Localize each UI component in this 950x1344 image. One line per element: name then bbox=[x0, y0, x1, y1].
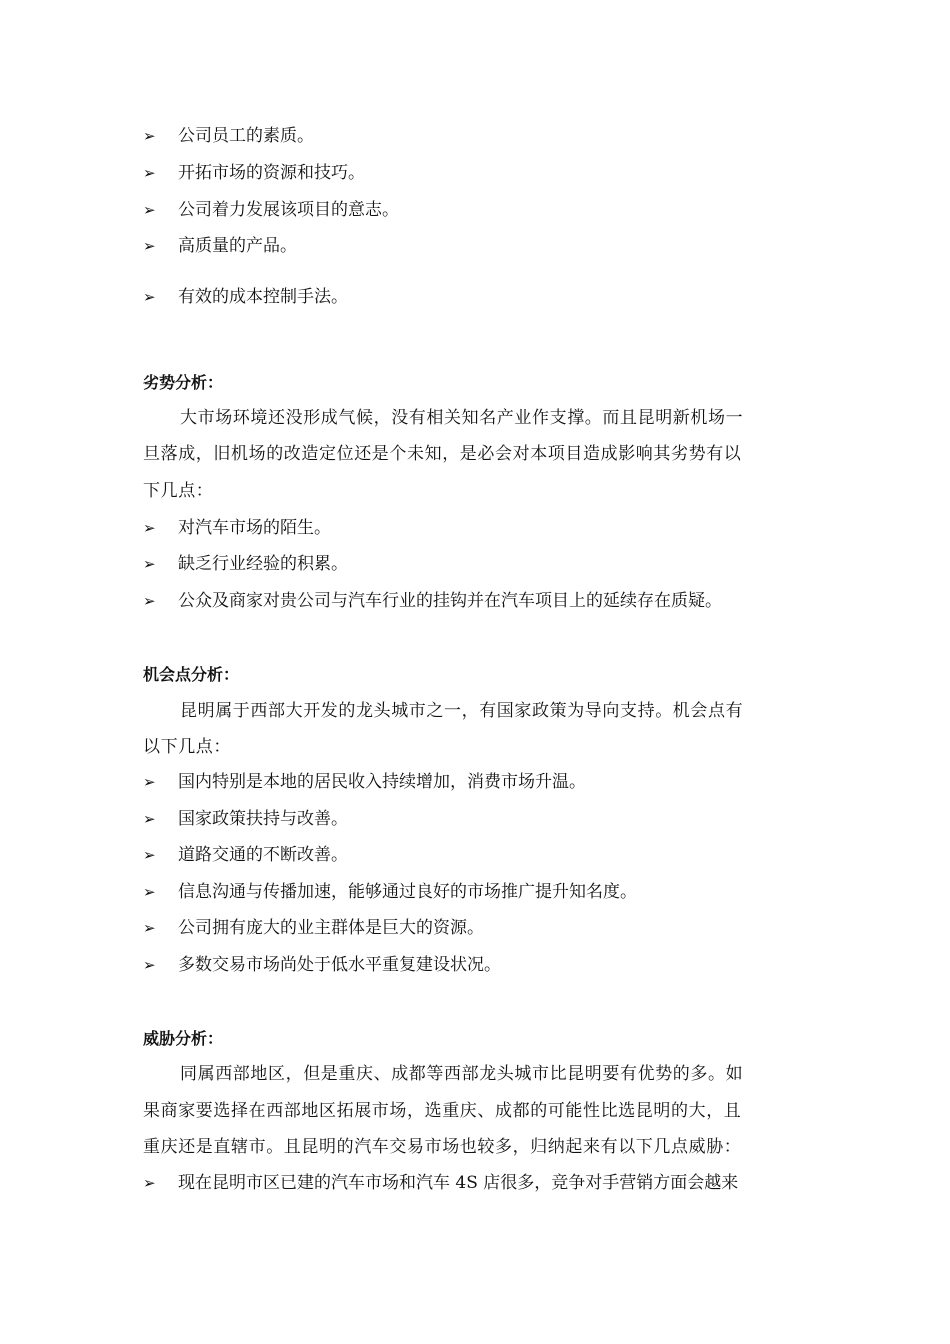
paragraph-line: 旦落成，旧机场的改造定位还是个未知，是必会对本项目造成影响其劣势有以 bbox=[143, 444, 742, 464]
paragraph-line: 果商家要选择在西部地区拓展市场，选重庆、成都的可能性比选昆明的大，且 bbox=[143, 1101, 742, 1121]
paragraph-line: 下几点： bbox=[143, 481, 214, 501]
arrow-bullet-icon: ➢ bbox=[143, 519, 156, 537]
list-item: ➢ 信息沟通与传播加速，能够通过良好的市场推广提升知名度。 bbox=[0, 877, 950, 907]
paragraph-line: 重庆还是直辖市。且昆明的汽车交易市场也较多，归纳起来有以下几点威胁： bbox=[143, 1137, 742, 1157]
arrow-bullet-icon: ➢ bbox=[143, 127, 156, 145]
section-heading-threat: 威胁分析： bbox=[143, 1029, 224, 1048]
section-heading-opportunity: 机会点分析： bbox=[143, 665, 240, 684]
paragraph-line: 以下几点： bbox=[143, 737, 231, 757]
list-item: ➢ 开拓市场的资源和技巧。 bbox=[0, 158, 950, 188]
list-item: ➢ 国内特别是本地的居民收入持续增加，消费市场升温。 bbox=[0, 767, 950, 797]
section-heading-weakness: 劣势分析： bbox=[143, 373, 224, 392]
arrow-bullet-icon: ➢ bbox=[143, 919, 156, 937]
list-item: ➢ 公司着力发展该项目的意志。 bbox=[0, 195, 950, 225]
arrow-bullet-icon: ➢ bbox=[143, 237, 156, 255]
arrow-bullet-icon: ➢ bbox=[143, 201, 156, 219]
arrow-bullet-icon: ➢ bbox=[143, 773, 156, 791]
arrow-bullet-icon: ➢ bbox=[143, 956, 156, 974]
arrow-bullet-icon: ➢ bbox=[143, 288, 156, 306]
list-item: ➢ 现在昆明市区已建的汽车市场和汽车 4S 店很多，竞争对手营销方面会越来 bbox=[0, 1168, 950, 1198]
arrow-bullet-icon: ➢ bbox=[143, 1174, 156, 1192]
list-item: ➢ 公司拥有庞大的业主群体是巨大的资源。 bbox=[0, 913, 950, 943]
list-item: ➢ 道路交通的不断改善。 bbox=[0, 840, 950, 870]
list-item: ➢ 国家政策扶持与改善。 bbox=[0, 804, 950, 834]
arrow-bullet-icon: ➢ bbox=[143, 592, 156, 610]
list-item: ➢ 公司员工的素质。 bbox=[0, 121, 950, 151]
list-item: ➢ 有效的成本控制手法。 bbox=[0, 282, 950, 312]
list-item: ➢ 缺乏行业经验的积累。 bbox=[0, 549, 950, 579]
arrow-bullet-icon: ➢ bbox=[143, 846, 156, 864]
paragraph-line: 同属西部地区，但是重庆、成都等西部龙头城市比昆明要有优势的多。如 bbox=[180, 1064, 744, 1084]
arrow-bullet-icon: ➢ bbox=[143, 164, 156, 182]
paragraph-line: 大市场环境还没形成气候，没有相关知名产业作支撑。而且昆明新机场一 bbox=[180, 408, 744, 428]
arrow-bullet-icon: ➢ bbox=[143, 555, 156, 573]
arrow-bullet-icon: ➢ bbox=[143, 883, 156, 901]
list-item: ➢ 公众及商家对贵公司与汽车行业的挂钩并在汽车项目上的延续存在质疑。 bbox=[0, 586, 950, 616]
paragraph-line: 昆明属于西部大开发的龙头城市之一，有国家政策为导向支持。机会点有 bbox=[180, 701, 744, 721]
arrow-bullet-icon: ➢ bbox=[143, 810, 156, 828]
list-item: ➢ 多数交易市场尚处于低水平重复建设状况。 bbox=[0, 950, 950, 980]
list-item: ➢ 高质量的产品。 bbox=[0, 231, 950, 261]
list-item: ➢ 对汽车市场的陌生。 bbox=[0, 513, 950, 543]
